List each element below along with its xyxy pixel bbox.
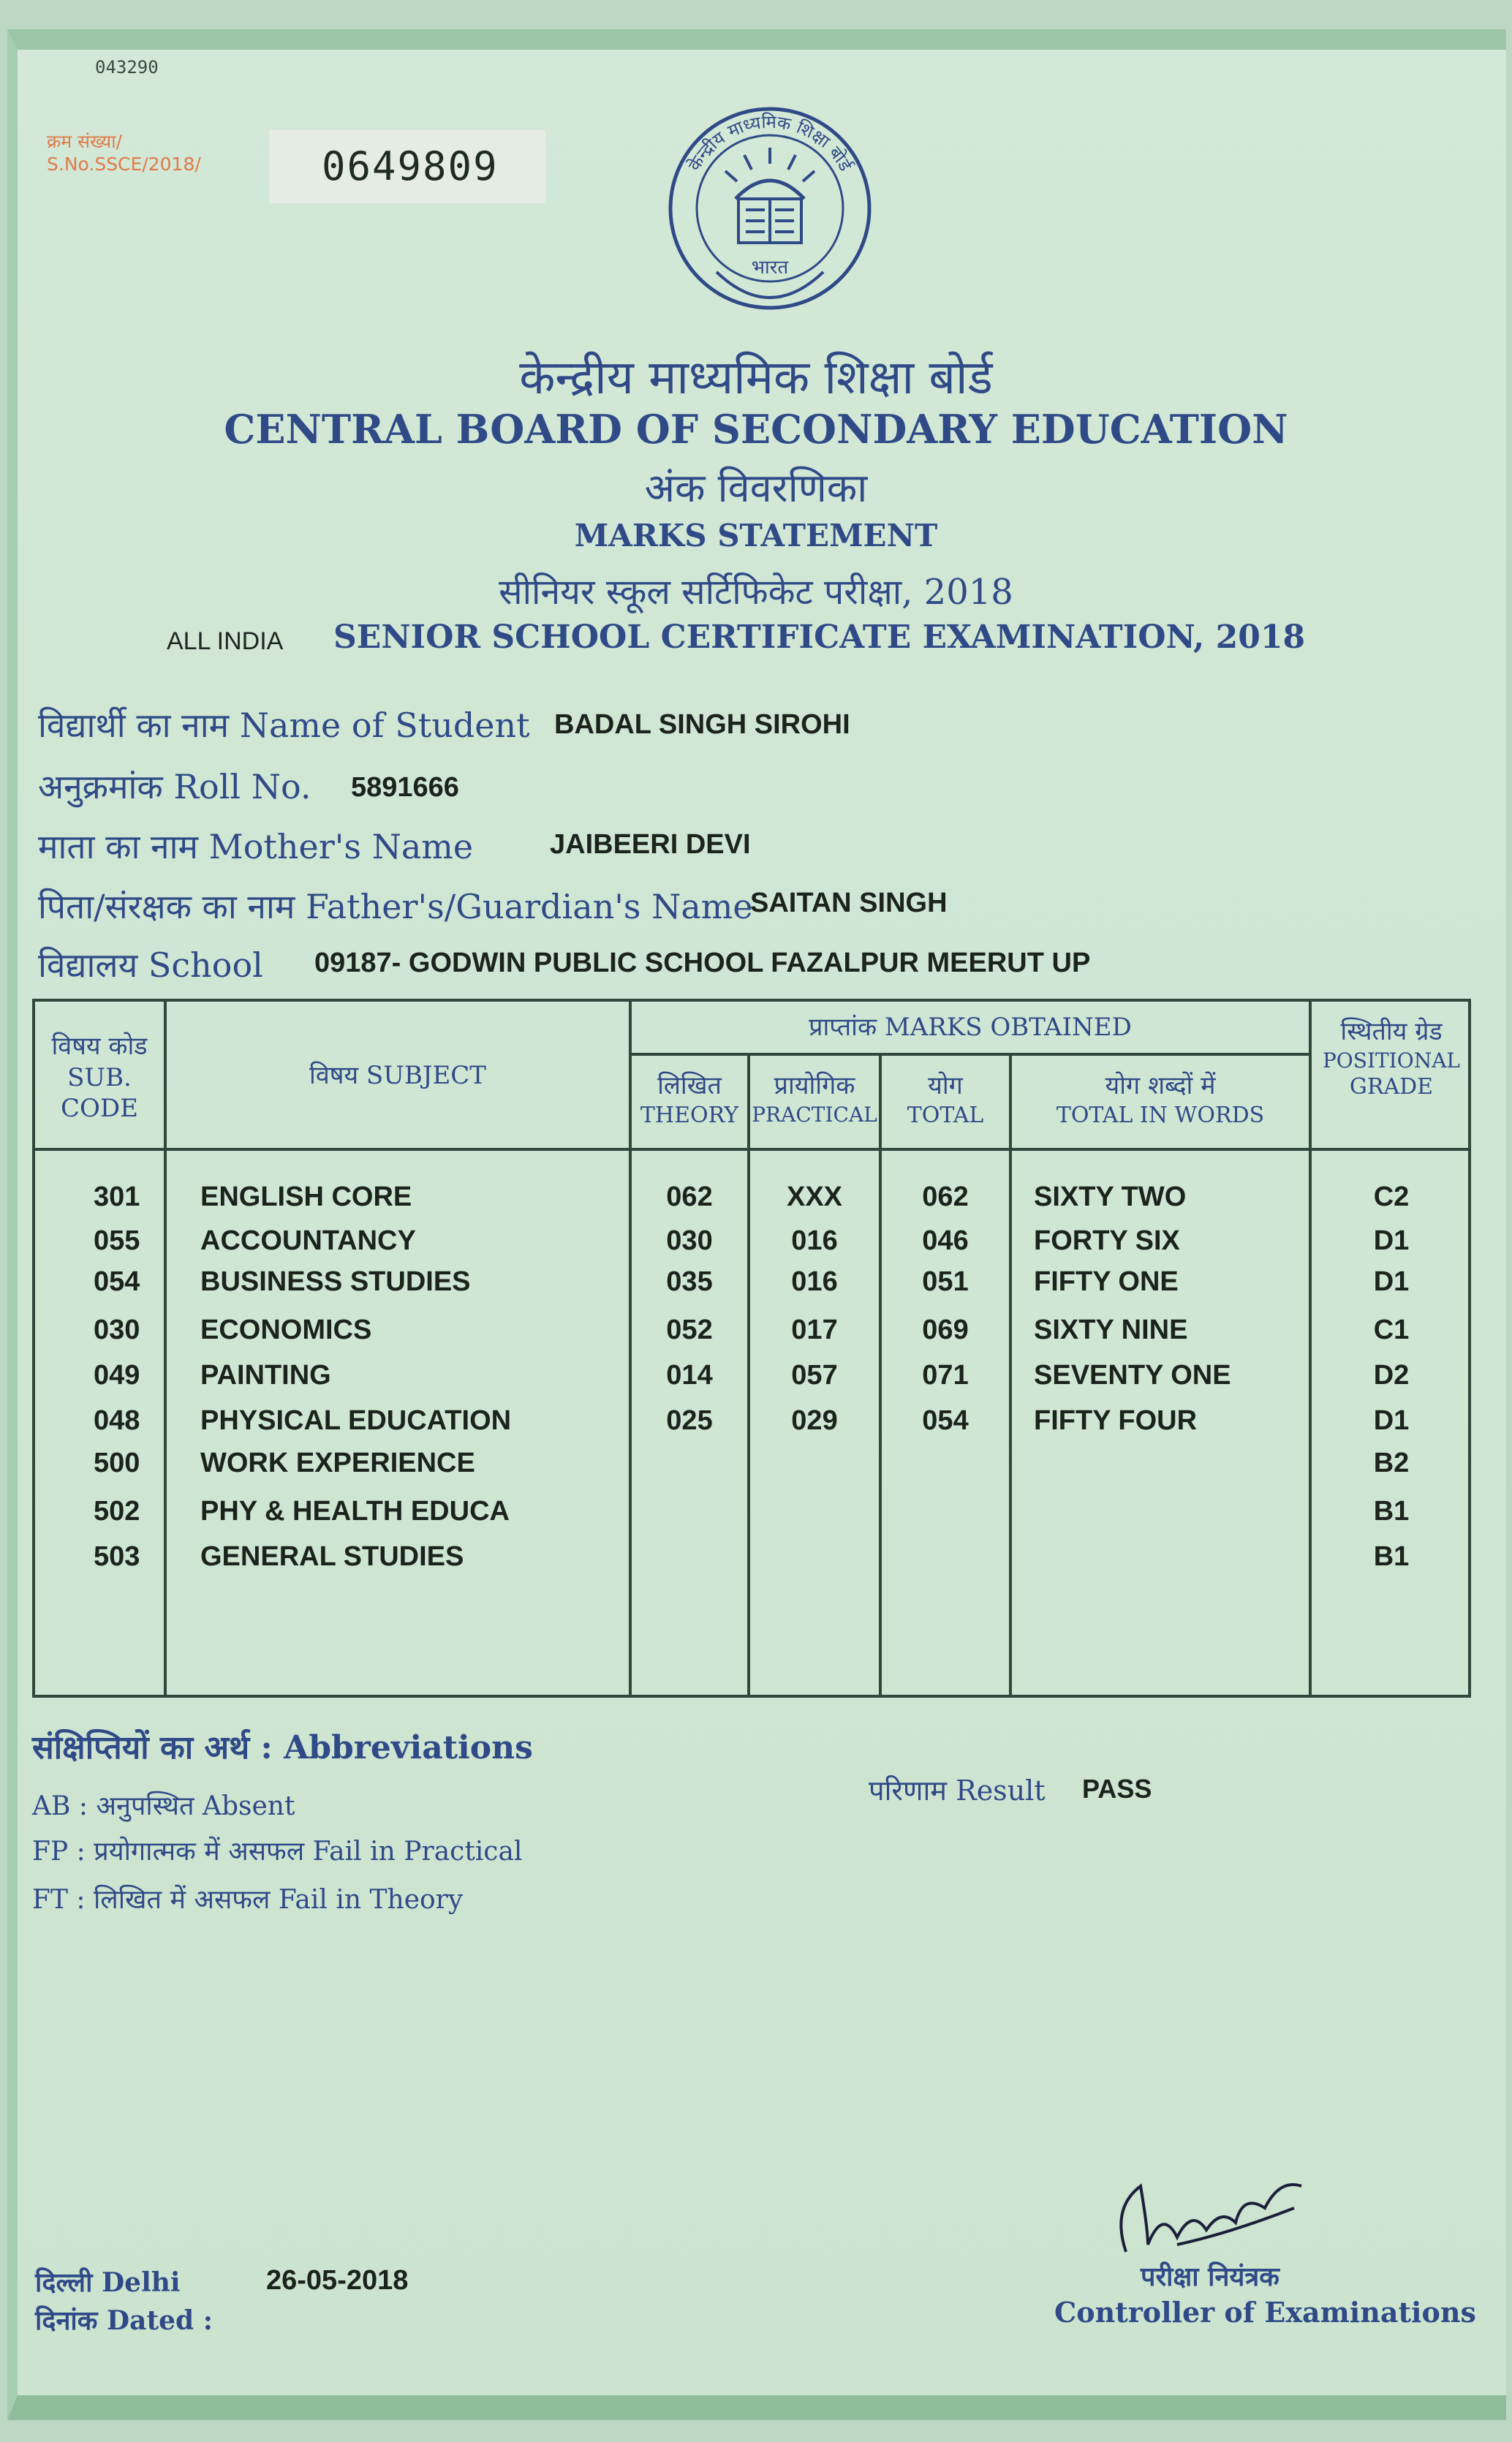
abbreviation-absent: AB : अनुपस्थित Absent: [32, 1791, 295, 1821]
abbreviations-heading: संक्षिप्तियों का अर्थ : Abbreviations: [32, 1729, 533, 1766]
controller-title-english: Controller of Examinations: [1054, 2296, 1476, 2329]
cell-theory: 035: [666, 1266, 713, 1297]
school-name: 09187- GODWIN PUBLIC SCHOOL FAZALPUR MEERUT UP: [314, 948, 1091, 978]
cell-subject: PHYSICAL EDUCATION: [200, 1405, 512, 1436]
marks-table: [32, 999, 1471, 1698]
cell-grade: B2: [1373, 1448, 1410, 1478]
place-label: दिल्ली Delhi: [35, 2267, 181, 2298]
cell-grade: D2: [1373, 1360, 1410, 1391]
cell-subject: PHY & HEALTH EDUCA: [200, 1496, 510, 1527]
place-date-label: [35, 2264, 213, 2340]
serial-label-hindi: क्रम संख्या/: [47, 131, 123, 152]
cell-subject: ENGLISH CORE: [200, 1182, 412, 1212]
cell-code: 301: [94, 1182, 140, 1212]
cell-total: 062: [922, 1182, 969, 1212]
cell-total: 069: [922, 1315, 969, 1345]
cell-code: 049: [94, 1360, 140, 1391]
cell-words: FIFTY FOUR: [1034, 1405, 1198, 1436]
cell-words: SEVENTY ONE: [1034, 1360, 1231, 1391]
cell-practical: 016: [791, 1225, 838, 1256]
cell-code: 055: [94, 1225, 140, 1256]
controller-signature: [1097, 2164, 1316, 2259]
cell-theory: 062: [666, 1182, 713, 1212]
cell-subject: ECONOMICS: [200, 1315, 372, 1345]
cell-words: FIFTY ONE: [1034, 1266, 1179, 1297]
board-title-hindi: केन्द्रीय माध्यमिक शिक्षा बोर्ड: [519, 351, 993, 405]
dated-label: दिनांक Dated :: [35, 2305, 213, 2337]
header-theory: लिखित THEORY: [640, 1071, 739, 1128]
roll-number: 5891666: [351, 772, 459, 803]
exam-title-hindi: सीनियर स्कूल सर्टिफिकेट परीक्षा, 2018: [499, 572, 1013, 613]
school-label: विद्यालय School: [38, 945, 263, 985]
header-positional-grade: स्थितीय ग्रेड POSITIONAL GRADE: [1322, 1017, 1461, 1100]
statement-title-english: MARKS STATEMENT: [574, 518, 938, 553]
cell-subject: ACCOUNTANCY: [200, 1225, 416, 1256]
result-label: परिणाम Result: [869, 1774, 1046, 1807]
cell-code: 502: [94, 1496, 140, 1527]
roll-number-label: अनुक्रमांक Roll No.: [38, 767, 311, 806]
controller-title-hindi: परीक्षा नियंत्रक: [1141, 2261, 1279, 2292]
header-practical: प्रायोगिक PRACTICAL: [752, 1071, 877, 1127]
cell-practical: 016: [791, 1266, 838, 1297]
cell-total: 071: [922, 1360, 969, 1391]
cell-grade: C2: [1373, 1182, 1410, 1212]
cell-practical: 017: [791, 1315, 838, 1345]
cell-words: SIXTY TWO: [1034, 1182, 1187, 1212]
cell-code: 054: [94, 1266, 140, 1297]
cell-grade: B1: [1373, 1541, 1410, 1572]
small-serial-number: 043290: [95, 57, 159, 78]
seal-arc-text: केन्द्रीय माध्यमिक शिक्षा बोर्ड: [684, 111, 856, 175]
board-title-english: CENTRAL BOARD OF SECONDARY EDUCATION: [224, 406, 1288, 453]
issue-date: 26-05-2018: [266, 2265, 409, 2296]
student-name-label: विद्यार्थी का नाम Name of Student: [38, 706, 530, 745]
mother-name: JAIBEERI DEVI: [550, 829, 751, 860]
header-subject: विषय SUBJECT: [309, 1061, 486, 1090]
cell-code: 500: [94, 1448, 140, 1478]
serial-number: 0649809: [322, 143, 499, 189]
cell-words: SIXTY NINE: [1034, 1315, 1188, 1345]
header-sub-code: विषय कोड SUB. CODE: [51, 1032, 148, 1123]
all-india-label: ALL INDIA: [167, 627, 284, 655]
cell-theory: 052: [666, 1315, 713, 1345]
cell-subject: WORK EXPERIENCE: [200, 1448, 475, 1478]
cell-code: 030: [94, 1315, 140, 1345]
header-marks-obtained: प्राप्तांक MARKS OBTAINED: [809, 1013, 1132, 1042]
father-name-label: पिता/संरक्षक का नाम Father's/Guardian's Name: [38, 887, 753, 926]
header-total: योग TOTAL: [907, 1071, 984, 1128]
cell-code: 048: [94, 1405, 140, 1436]
cell-words: FORTY SIX: [1034, 1225, 1180, 1256]
cbse-seal-logo: [665, 104, 874, 330]
cell-grade: D1: [1373, 1266, 1410, 1297]
abbreviation-fail-practical: FP : प्रयोगात्मक में असफल Fail in Practical: [32, 1837, 523, 1867]
cell-subject: BUSINESS STUDIES: [200, 1266, 471, 1297]
student-name: BADAL SINGH SIROHI: [554, 709, 850, 740]
cell-theory: 030: [666, 1225, 713, 1256]
cell-total: 054: [922, 1405, 969, 1436]
cell-grade: D1: [1373, 1405, 1410, 1436]
serial-label: [47, 130, 201, 176]
seal-bottom-text: भारत: [751, 257, 789, 279]
result-value: PASS: [1082, 1774, 1152, 1804]
abbreviation-fail-theory: FT : लिखित में असफल Fail in Theory: [32, 1885, 464, 1915]
cell-theory: 014: [666, 1360, 713, 1391]
mother-name-label: माता का नाम Mother's Name: [38, 827, 474, 866]
serial-label-english: S.No.SSCE/2018/: [47, 154, 201, 175]
cell-grade: D1: [1373, 1225, 1410, 1256]
cell-grade: C1: [1373, 1315, 1410, 1345]
exam-title-english: SENIOR SCHOOL CERTIFICATE EXAMINATION, 2018: [333, 619, 1306, 656]
cell-total: 051: [922, 1266, 969, 1297]
cell-subject: GENERAL STUDIES: [200, 1541, 464, 1572]
cell-practical: 057: [791, 1360, 838, 1391]
cell-practical: 029: [791, 1405, 838, 1436]
cell-theory: 025: [666, 1405, 713, 1436]
cell-code: 503: [94, 1541, 140, 1572]
father-name: SAITAN SINGH: [750, 888, 948, 918]
cell-subject: PAINTING: [200, 1360, 331, 1391]
cell-total: 046: [922, 1225, 969, 1256]
cell-grade: B1: [1373, 1496, 1410, 1527]
header-total-in-words: योग शब्दों में TOTAL IN WORDS: [1056, 1071, 1265, 1128]
statement-title-hindi: अंक विवरणिका: [644, 465, 868, 511]
cell-practical: XXX: [786, 1182, 843, 1212]
